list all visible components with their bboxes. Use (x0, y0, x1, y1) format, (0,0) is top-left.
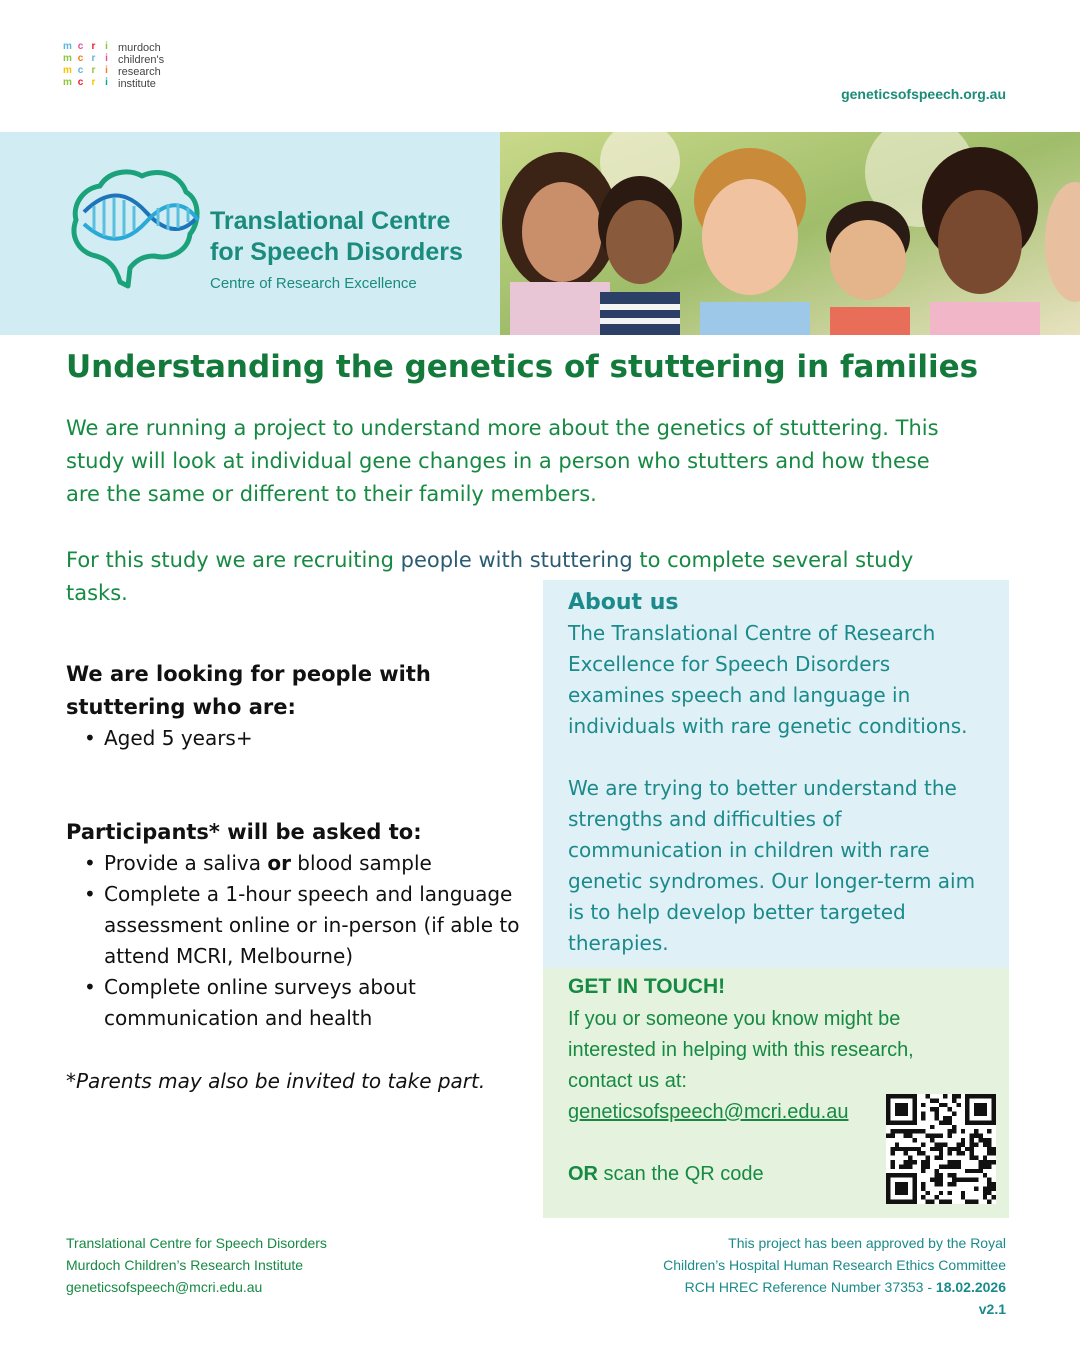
contact-email-link[interactable]: geneticsofspeech@mcri.edu.au (568, 1101, 849, 1123)
qr-instruction (568, 1159, 764, 1190)
contact-heading: GET IN TOUCH! (568, 975, 726, 998)
participant-tasks-list (66, 848, 526, 1034)
mcri-letter: r (91, 41, 96, 52)
reference-number: RCH HREC Reference Number 37353 - (684, 1279, 936, 1295)
mcri-letter: c (77, 65, 84, 76)
mcri-logo-line: institute (118, 78, 156, 90)
list-item-emphasis: or (267, 851, 291, 875)
mcri-letter: c (77, 53, 84, 64)
intro-paragraph: We are running a project to understand more about the genetics of stuttering. This study will look at individual gene changes in a person who stutters and how these are the same or different to their family members. (66, 416, 939, 506)
footer-line: Children’s Hospital Human Research Ethics Committee (663, 1257, 1006, 1273)
qr-instruction-text: scan the QR code (598, 1163, 764, 1185)
centre-name-line: Translational Centre (210, 207, 451, 235)
mcri-letter: r (91, 65, 96, 76)
mcri-letter: m (63, 77, 72, 88)
page-title: Understanding the genetics of stuttering in families (66, 349, 979, 385)
recruit-text: to complete several study tasks. (66, 548, 914, 605)
version-label: v2.1 (978, 1301, 1006, 1317)
mcri-logo-line: research (118, 66, 161, 78)
website-link[interactable]: geneticsofspeech.org.au (841, 86, 1006, 102)
mcri-letter: m (63, 65, 72, 76)
footer-line: Murdoch Children’s Research Institute (66, 1257, 304, 1273)
or-label: OR (568, 1163, 598, 1185)
approval-date: 18.02.2026 (935, 1279, 1006, 1295)
mcri-letter: m (63, 53, 72, 64)
footer-ethics (663, 1232, 1006, 1320)
recruit-text: For this study we are recruiting (66, 548, 401, 572)
centre-subtitle: Centre of Research Excellence (210, 275, 417, 292)
parents-note: *Parents may also be invited to take part. (66, 1069, 486, 1093)
children-photo (500, 132, 1080, 335)
footer-line: This project has been approved by the Royal (728, 1235, 1006, 1251)
mcri-logo-text (118, 42, 164, 90)
about-us-panel (543, 580, 1009, 968)
mcri-logo-mark (62, 42, 112, 88)
contact-text: If you or someone you know might be interested in helping with this research, contact us at: (568, 1008, 914, 1092)
brain-dna-logo-icon (66, 164, 202, 294)
eligibility-heading: We are looking for people with stuttering who are: (66, 662, 431, 719)
about-heading: About us (568, 590, 679, 615)
mcri-letter: r (91, 53, 96, 64)
centre-name-line: for Speech Disorders (210, 238, 463, 266)
mcri-logo-line: children's (118, 54, 165, 66)
hero-banner (0, 132, 1080, 335)
mcri-letter: i (105, 77, 108, 88)
mcri-letter: c (77, 77, 84, 88)
footer-line (663, 1276, 1006, 1298)
list-item-text: Provide a saliva (104, 851, 268, 875)
list-item: • Complete a 1-hour speech and language assessment online or in-person (if able to attend MCRI, Melbourne) (66, 879, 526, 972)
mcri-letter: i (105, 41, 108, 52)
recruit-highlight: people with stuttering (400, 548, 633, 572)
contact-panel (543, 968, 1009, 1218)
about-paragraph: The Translational Centre of Research Excellence for Speech Disorders examines speech and language in individuals with rare genetic conditions. (568, 621, 968, 738)
about-paragraph: We are trying to better understand the strengths and difficulties of communication in children with rare genetic syndromes. Our longer-term aim is to help develop better targeted therapies. (568, 776, 976, 955)
footer-email: geneticsofspeech@mcri.edu.au (66, 1279, 263, 1295)
list-item (66, 848, 526, 879)
mcri-letter: r (91, 77, 96, 88)
list-item-text: blood sample (290, 851, 432, 875)
eligibility-list (66, 723, 526, 754)
centre-name (210, 206, 463, 268)
mcri-letter: i (105, 53, 108, 64)
spacer (568, 742, 985, 773)
mcri-logo (62, 42, 164, 90)
mcri-logo-line: murdoch (118, 42, 161, 54)
mcri-letter: c (77, 41, 84, 52)
footer-line: Translational Centre for Speech Disorders (66, 1235, 327, 1251)
mcri-letter: m (63, 41, 72, 52)
list-item: • Aged 5 years+ (66, 723, 526, 754)
mcri-letter: i (105, 65, 108, 76)
footer-contact (66, 1232, 327, 1298)
list-item: • Complete online surveys about communication and health (66, 972, 526, 1034)
qr-code-icon[interactable] (886, 1094, 996, 1204)
participants-heading: Participants* will be asked to: (66, 820, 422, 844)
footer-line (663, 1298, 1006, 1320)
